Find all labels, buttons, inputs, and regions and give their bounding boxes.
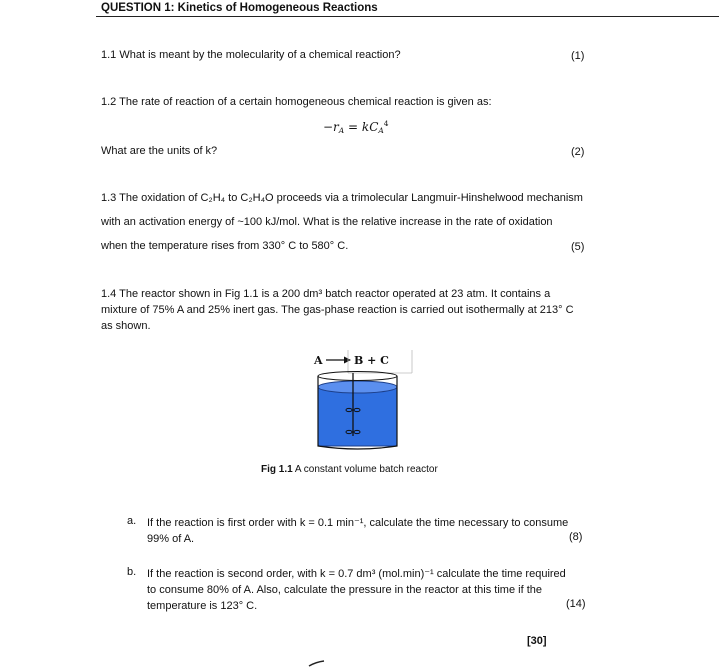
figure-caption [261, 464, 438, 475]
marks-1-2: (2) [571, 146, 585, 158]
item-a-letter: a. [127, 515, 137, 527]
item-b-line3: temperature is 123° C. [147, 600, 258, 612]
scan-artifact [308, 660, 328, 668]
item-b-line2: to consume 80% of A. Also, calculate the pressure in the reactor at this time if the [147, 584, 542, 596]
total-marks: [30] [527, 635, 547, 647]
eq-equals: = k [344, 120, 370, 134]
item-b-letter: b. [127, 566, 137, 578]
rate-equation [323, 119, 389, 135]
question-1-4-line3: as shown. [101, 320, 151, 332]
question-1-3-line2: with an activation energy of ~100 kJ/mol. What is the relative increase in the rate of oxidation [101, 216, 553, 228]
question-1-1: 1.1 What is meant by the molecularity of a chemical reaction? [101, 49, 401, 61]
reactor-liquid [318, 387, 397, 446]
caption-label: Fig 1.1 [261, 464, 293, 475]
marks-b: (14) [566, 598, 586, 610]
question-1-2: 1.2 The rate of reaction of a certain homogeneous chemical reaction is given as: [101, 96, 492, 108]
marks-1-3: (5) [571, 241, 585, 253]
item-a-line2: 99% of A. [147, 533, 195, 545]
eq-lhs-sub: A [338, 126, 345, 135]
marks-1-1: (1) [571, 50, 585, 62]
item-b-text [147, 566, 617, 614]
question-1-4-line2: mixture of 75% A and 25% inert gas. The gas-phase reaction is carried out isothermally at 213° C [101, 304, 574, 316]
marks-a: (8) [569, 531, 583, 543]
item-b-line1: If the reaction is second order, with k = 0.7 dm³ (mol.min)⁻¹ calculate the time required [147, 568, 566, 580]
question-1-3-line3: when the temperature rises from 330° C to 580° C. [101, 240, 349, 252]
eq-c-sub: A [378, 126, 384, 135]
batch-reactor-figure [300, 346, 420, 450]
question-1-2-units: What are the units of k? [101, 145, 218, 157]
question-title: QUESTION 1: Kinetics of Homogeneous Reactions [101, 2, 378, 14]
eq-lhs: −r [323, 120, 339, 134]
header-rule [96, 16, 719, 17]
reaction-arrowhead [344, 357, 351, 364]
eq-exponent: 4 [383, 119, 389, 128]
reaction-products: B + C [354, 354, 389, 367]
question-1-4-line1: 1.4 The reactor shown in Fig 1.1 is a 200 dm³ batch reactor operated at 23 atm. It contains a [101, 288, 551, 300]
liquid-surface [318, 381, 397, 393]
caption-text: A constant volume batch reactor [292, 464, 438, 475]
question-1-3-line1: 1.3 The oxidation of C₂H₄ to C₂H₄O proceeds via a trimolecular Langmuir-Hinshelwood mechanism [101, 192, 583, 204]
item-a-line1: If the reaction is first order with k = 0.1 min⁻¹, calculate the time necessary to consume [147, 517, 569, 529]
reaction-reactant: A [314, 354, 323, 367]
item-a-text [147, 515, 617, 547]
eq-c: C [369, 120, 379, 134]
